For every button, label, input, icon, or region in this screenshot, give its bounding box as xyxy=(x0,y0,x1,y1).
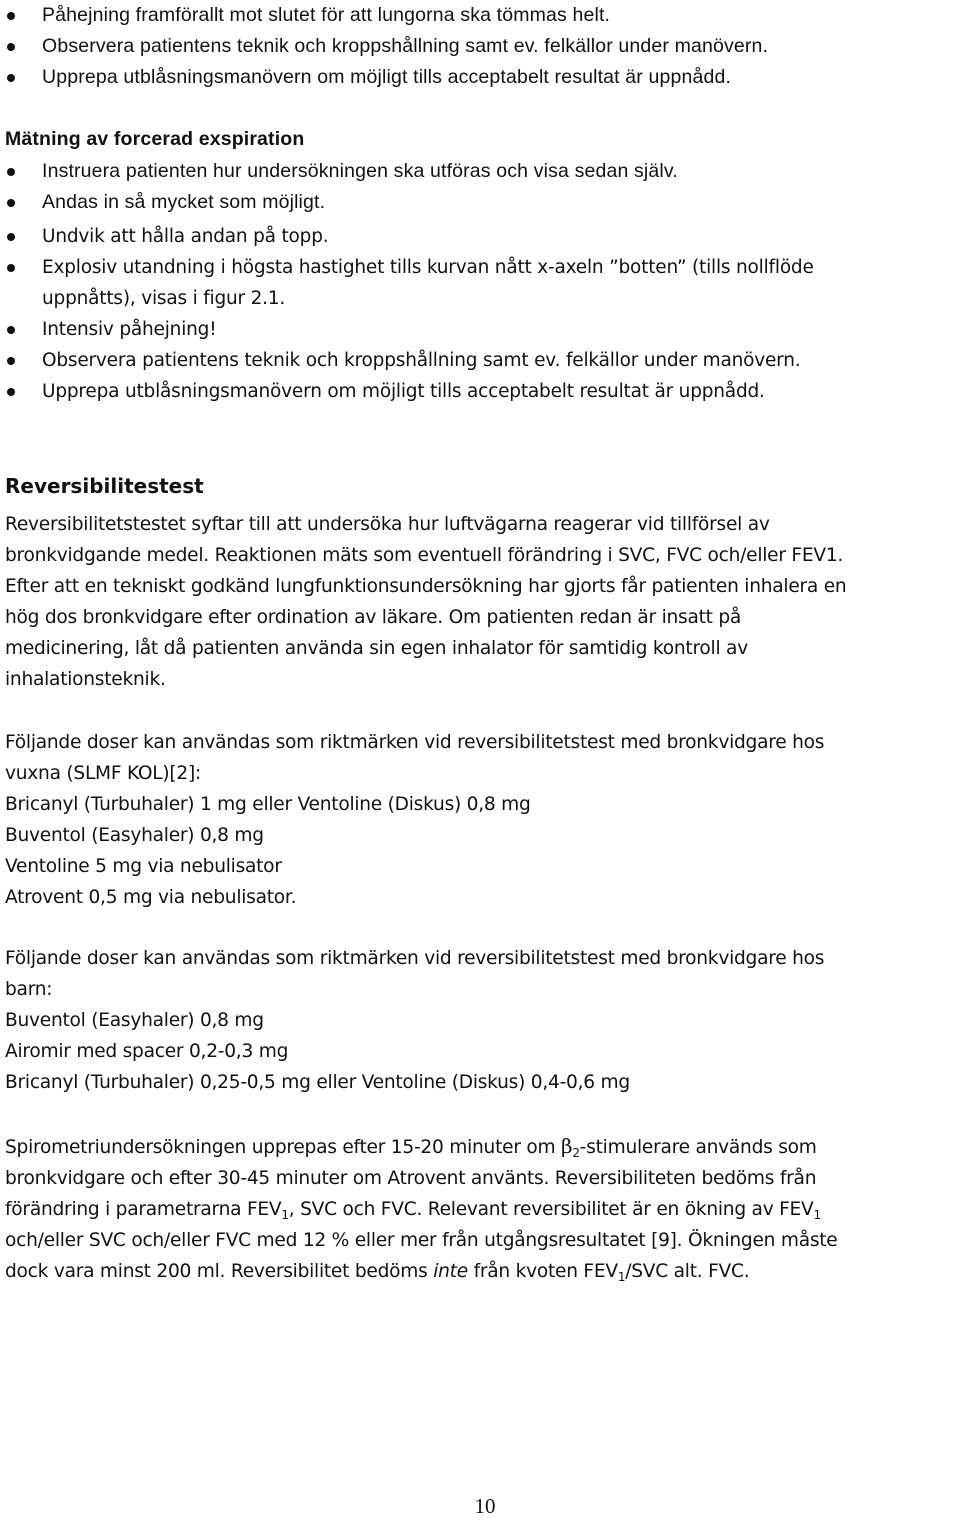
text-line: medicinering, låt då patienten använda sin egen inhalator för samtidig kontroll av xyxy=(5,638,748,659)
bullet-icon xyxy=(7,357,15,365)
list-item: Instruera patienten hur undersökningen ska utföras och visa sedan själv. xyxy=(5,156,955,187)
section-heading-reversibility: Reversibilitestest xyxy=(5,474,204,498)
reversibility-paragraph xyxy=(5,509,955,695)
text-line: Följande doser kan användas som riktmärken vid reversibilitetstest med bronkvidgare hos xyxy=(5,948,825,969)
list-item: Påhejning framförallt mot slutet för att lungorna ska tömmas helt. xyxy=(5,0,955,31)
text-line: dock vara minst 200 ml. Reversibilitet bedöms inte från kvoten $FEV_1$/SVC alt. FVC. xyxy=(5,1261,750,1284)
list-item: Explosiv utandning i högsta hastighet tills kurvan nått x-axeln ”botten” (tills nollflöde xyxy=(5,252,955,283)
text-line: och/eller SVC och/eller FVC med 12 % eller mer från utgångsresultatet [9]. Ökningen måste xyxy=(5,1230,838,1251)
text-line: Efter att en tekniskt godkänd lungfunktionsundersökning har gjorts får patienten inhalera en xyxy=(5,576,847,597)
dose-line: Ventoline 5 mg via nebulisator xyxy=(5,856,282,877)
bullet-icon xyxy=(7,388,15,396)
top-bullet-list xyxy=(5,0,955,93)
forced-bullet-list-b xyxy=(5,221,955,407)
list-item: Undvik att hålla andan på topp. xyxy=(5,221,955,252)
list-item: Andas in så mycket som möjligt. xyxy=(5,187,955,218)
page-number: 10 xyxy=(474,1494,496,1518)
bullet-icon xyxy=(7,199,15,207)
text-line: bronkvidgare och efter 30-45 minuter om Atrovent använts. Reversibiliteten bedöms från xyxy=(5,1168,817,1189)
dose-line: Bricanyl (Turbuhaler) 0,25-0,5 mg eller Ventoline (Diskus) 0,4-0,6 mg xyxy=(5,1072,630,1093)
list-item: Observera patientens teknik och kroppshållning samt ev. felkällor under manövern. xyxy=(5,345,955,376)
dose-line: Airomir med spacer 0,2-0,3 mg xyxy=(5,1041,289,1062)
child-doses-paragraph xyxy=(5,943,955,1098)
bullet-icon xyxy=(7,12,15,20)
bullet-icon xyxy=(7,264,15,272)
adult-doses-paragraph xyxy=(5,727,955,913)
text-line: hög dos bronkvidgare efter ordination av läkare. Om patienten redan är insatt på xyxy=(5,607,742,628)
text-line: barn: xyxy=(5,979,53,1000)
list-item: Intensiv påhejning! xyxy=(5,314,955,345)
text-line: vuxna (SLMF KOL)[2]: xyxy=(5,763,201,784)
list-item-continuation: uppnåtts), visas i figur 2.1. xyxy=(42,288,286,309)
forced-bullet-list-a xyxy=(5,156,955,218)
list-item: Upprepa utblåsningsmanövern om möjligt tills acceptabelt resultat är uppnådd. xyxy=(5,376,955,407)
dose-line: Bricanyl (Turbuhaler) 1 mg eller Ventoline (Diskus) 0,8 mg xyxy=(5,794,531,815)
list-item: Observera patientens teknik och kroppshållning samt ev. felkällor under manövern. xyxy=(5,31,955,62)
bullet-icon xyxy=(7,233,15,241)
dose-line: Buventol (Easyhaler) 0,8 mg xyxy=(5,825,264,846)
dose-line: Atrovent 0,5 mg via nebulisator. xyxy=(5,887,297,908)
section-heading-forced-expiration: Mätning av forcerad exspiration xyxy=(5,128,305,150)
text-line: Följande doser kan användas som riktmärken vid reversibilitetstest med bronkvidgare hos xyxy=(5,732,825,753)
text-line: inhalationsteknik. xyxy=(5,669,166,690)
bullet-icon xyxy=(7,43,15,51)
bullet-icon xyxy=(7,74,15,82)
beta-symbol: β xyxy=(561,1134,573,1158)
bullet-icon xyxy=(7,326,15,334)
text-line: Reversibilitetstestet syftar till att undersöka hur luftvägarna reagerar vid tillförsel av xyxy=(5,514,770,535)
list-item: Upprepa utblåsningsmanövern om möjligt tills acceptabelt resultat är uppnådd. xyxy=(5,62,955,93)
text-line: bronkvidgande medel. Reaktionen mäts som eventuell förändring i SVC, FVC och/eller FEV1. xyxy=(5,545,844,566)
dose-line: Buventol (Easyhaler) 0,8 mg xyxy=(5,1010,264,1031)
text-line: Spirometriundersökningen upprepas efter 15-20 minuter om $\beta_2$-stimulerare används som xyxy=(5,1134,817,1160)
bullet-icon xyxy=(7,168,15,176)
text-line: förändring i parametrarna $FEV_1$, SVC och FVC. Relevant reversibilitet är en ökning av $FEV_1$ xyxy=(5,1199,821,1222)
assessment-paragraph xyxy=(5,1131,955,1287)
